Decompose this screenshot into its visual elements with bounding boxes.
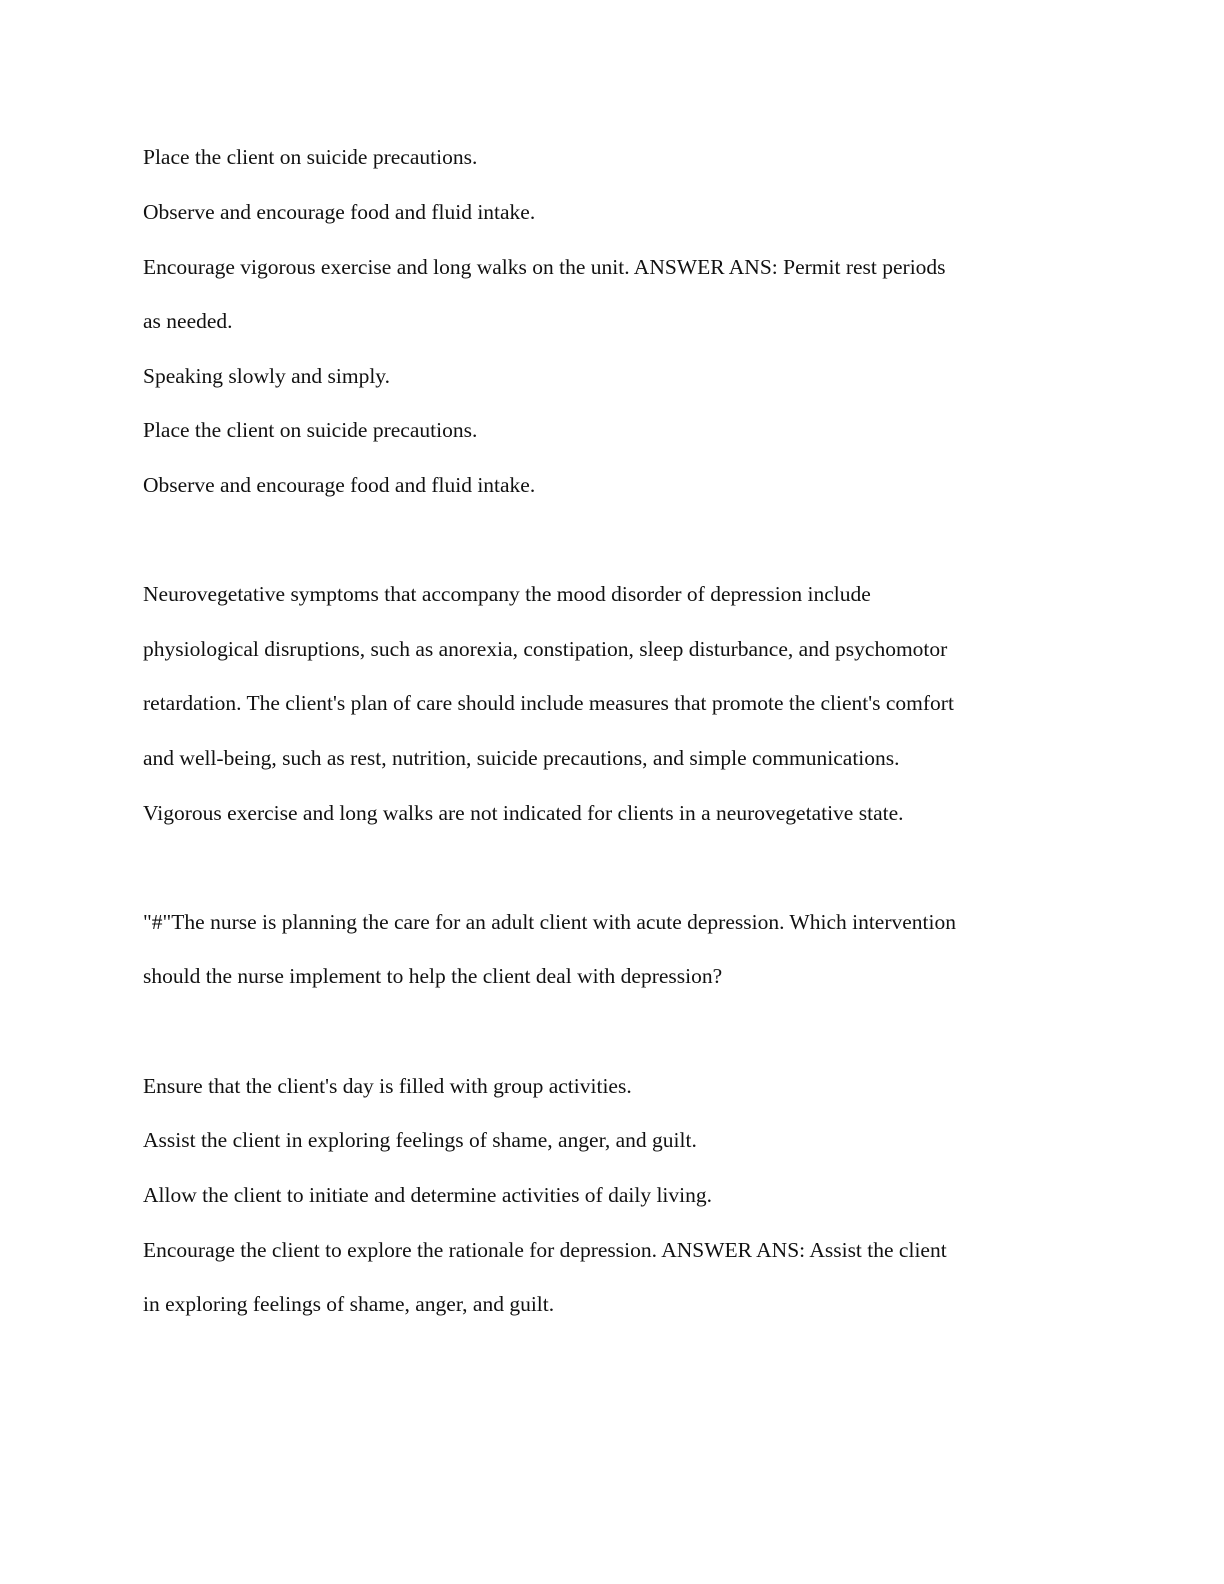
option-suicide-precautions: Place the client on suicide precautions.	[143, 145, 478, 169]
question-line-1: "#"The nurse is planning the care for an adult client with acute depression. Which intervention	[143, 910, 957, 934]
rationale-line-4: and well-being, such as rest, nutrition, suicide precautions, and simple communications.	[143, 746, 900, 770]
option-group-activities: Ensure that the client's day is filled with group activities.	[143, 1074, 632, 1098]
answer-continuation-2: in exploring feelings of shame, anger, and guilt.	[143, 1292, 555, 1316]
answer-continuation: as needed.	[143, 309, 233, 333]
rationale-line-1: Neurovegetative symptoms that accompany the mood disorder of depression include	[143, 582, 871, 606]
rationale-line-5: Vigorous exercise and long walks are not indicated for clients in a neurovegetative state.	[143, 801, 904, 825]
option-food-fluid-intake: Observe and encourage food and fluid intake.	[143, 200, 536, 224]
rationale-line-2: physiological disruptions, such as anorexia, constipation, sleep disturbance, and psychomotor	[143, 637, 948, 661]
option-speaking-slowly: Speaking slowly and simply.	[143, 364, 391, 388]
option-suicide-precautions-repeat: Place the client on suicide precautions.	[143, 418, 478, 442]
option-explore-rationale-with-answer: Encourage the client to explore the rationale for depression. ANSWER ANS: Assist the client	[143, 1238, 947, 1262]
rationale-line-3: retardation. The client's plan of care should include measures that promote the client's comfort	[143, 691, 954, 715]
option-vigorous-exercise-with-answer: Encourage vigorous exercise and long walks on the unit. ANSWER ANS: Permit rest periods	[143, 255, 946, 279]
option-initiate-activities: Allow the client to initiate and determine activities of daily living.	[143, 1183, 713, 1207]
option-food-fluid-intake-repeat: Observe and encourage food and fluid intake.	[143, 473, 536, 497]
question-line-2: should the nurse implement to help the client deal with depression?	[143, 964, 723, 988]
option-explore-feelings: Assist the client in exploring feelings of shame, anger, and guilt.	[143, 1128, 697, 1152]
